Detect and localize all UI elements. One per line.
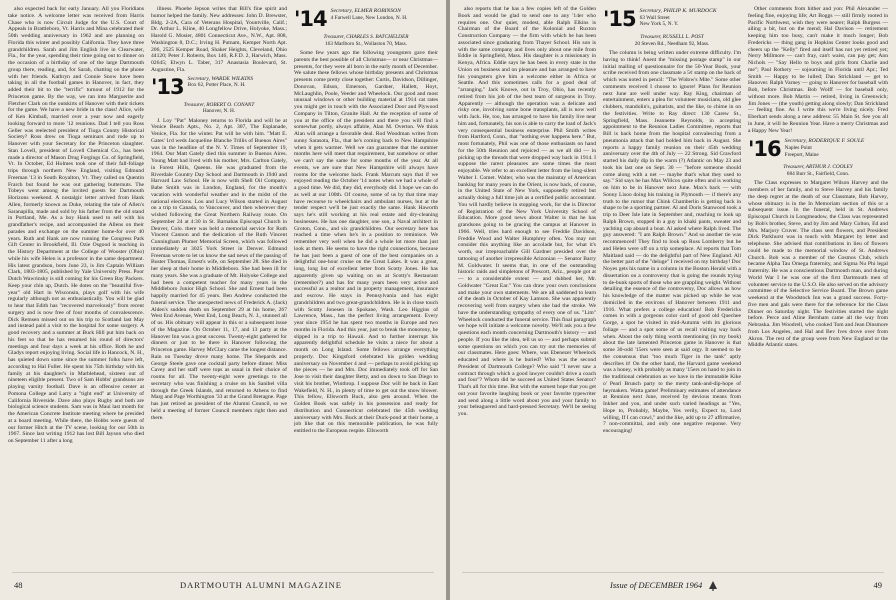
pine-tree-emblem-icon xyxy=(708,581,718,591)
footer-rule xyxy=(462,572,884,573)
secretary-address: 4 Farwell Lane, New London, N. H. xyxy=(330,14,408,21)
class-1915-header xyxy=(603,8,741,30)
left-column-2 xyxy=(151,6,287,564)
class-1914-notes-continued: also reports that he has a few copies left of the Golden Book and would be glad to send one to any '14er who requires one. Our quiet, modest, able Ralph Elkins is Chairman of the Board of the Kolonial and Ruxton Construction Company — the firm with which he has been associated since graduating from Thayer School. His son is with the same company and lives only about one mile from Eddie in Springfield, Mass. His daughter is a missionary in Kenya, Africa. Eddie says he has been in every state in the Union on business and on pleasure and has arranged to have his youngsters give him a welcome either in Africa or Seattle. And this sometimes calls for a good deal of "arranging." Jack Knowe, out in Troy, Ohio, has recently retired from his job of the best team of surgeons in Troy. Apparently — although the operation was a delicate and risky one, involving some bone transplants, all is now well with Jack. He, too, has arranged to have his family live near him and, fortunately, his son is able to carry the load of Jack's very consequential business enterprise. Phil Smith writes from Hartford, Conn., that "nothing ever happens here." But, most fortunately, Phil was one of those enthusiasts on hand for the 50th Reunion and rejoiced — as we all did — in picking up the threads that were dropped way back in 1914. I suppose the rarest pleasures are some times the most enjoyable. We refer to an excellent letter from the long-silent Walter I. Comet. Walter, who was the mainstay of American banking for many years in the Orient, is now back, of course, in the United State of New York, supposedly retired but actually doing a full time job as a certified public accountant. You will hardly believe in stopping work, for she is Director of Registration of the New York University School of Education. More good news about Walter is that he has grandsons going to be gracing the campus at Hanover in 1966. Well, tries hard enough to see Freddie Davidson, Freddie Wood and Walter Humphrey often. You may not consider this anything like an accolade but, for what it's worth, our irreproachable Gill Gardner presided over the tattooing of another irrepressible Arizonian — Senator Barry M. Goldwater. It seems that, in one of the outstanding historic raids and simpletons of Prescott, Ariz., people got at — to a considerable extent — and dubbed her, Mr. Goldwater "Great Ear." You can draw your own conclusions and make your own statements. We are all saddened to learn of the death in October of Kay Lamson. She was apparently recovering well from surgery when she had the stroke. We have the understanding sympathy of every one of us. "Lim" Wheelock conducted the funeral service. This final paragraph we hope will initiate a welcome novelty. We'll ask you a few questions each month concerning Dartmouth's history — and people. If you like the idea, tell us so — and perhaps submit some questions on which you can try out the memories of our classmates. Here goes: Where, was Ebenezer Wheelock educated and where is he buried? Who was the second President of Dartmouth College? Who said "I never saw a contract through which a good lawyer couldn't drive a coach and four"? Whom did he succeed as United States Senator? That's all for this time. But with the earnest hope that you get out your favorite laughing book or your favorite typewriter and send along a little word about you and your family to your beleaguered and hard-pressed Secretary. We'll be seeing you. xyxy=(458,6,596,417)
right-column-2 xyxy=(603,6,741,564)
treasurer-address: Hanover, N. H. xyxy=(202,108,236,114)
magazine-footer xyxy=(180,578,342,592)
secretary-address: Box 62, Potter Place, N. H. xyxy=(187,82,246,89)
treasurer-line: Treasurer, ROBERT O. CONANT xyxy=(183,101,255,108)
issue-footer xyxy=(610,578,718,592)
class-1914-header xyxy=(294,8,438,30)
footer-rule xyxy=(12,572,434,573)
class-year-label: '13 xyxy=(151,75,184,98)
right-page xyxy=(450,0,896,600)
secretary-line: Secretary, RODERIQUE F. SOULE xyxy=(784,138,865,145)
left-column-1 xyxy=(8,6,144,564)
class-1915-notes: The column is being written under extreme difficulty. I'm having to think! Anent the "missing postage stamp" in our initial mailing of questionnaire for the 50-Year Book, your scribe received from one classmate a 5¢ stamp on the back of which was noted in pencil: "The Widow's Mite." Some other comments received I choose to ignore! Plans for Reunion next June are well under way. Ray King, chairman of entertainment, enters a plea for volunteer musicians, old glee clubbers, mandolin's, guitarists, and the like, to chime in on the festivities. Write to Ray direct: 130 Carew St., Springfield, Mass. Jeannette Reynolds, in accepting appointment to the Reunion Ladies Committee, reports that Bill is back home from the hospital convalescing from a pneumonia attack that had holded him back in August. She reports a happy family reunion on their 45th wedding anniversary over the 4th of July — 22 Strong. Sid Crawford started his daily dip in the warm (?) Atlantic on May 23 and took his last one on Sept. 30 — "before someone should come along with a net — maybe that's what they used to say." Sid says he has Max Willcox quite often and is working on him to be in Hanover next June. Max's back — with Sonny Lisoo doing his training in Plymouth — if there's any truth to the rumor that Chink Chamberlin is getting back in shape to be a sporting partner. Al and Doris Stanwood took a trip to Deer Isle late in September and, reaching to look up Ralph Brown, stopped in a guy in khaki pants, sweater and yachting cap aboard a boat. Al asked where Ralph lived. The guy answered: "I am Ralph Brown." And so another tie was recommenced! They find to look up Russ Lomberry but he and Helen were off on a trip someplace. Al reports that Tom Maitland said — do the delightful part of New England. All the better part of the "deluge" I received on my birthday! Doc Noyes gets his name in a column in the Boston Herald with a dissertation on a controversy that is going the rounds trying to de-bunk sports of those who are grappling weight. Without detailing the essence of the controversy, Doc allows as how his knowledge of the matter was picked up while he was domiciled in the environs of Hanover between 1911 and 1916. What prefers a college education! Bob Fredericks comes in with a gorgeous color card of good old Quechee Gorge, a spot he visited in mid-Autumn with its glorious foliage — and a spot some of us recall visiting way back when. About the only thing worth mentioning (in my book) about the late lamented Princeton game in Hanover is that some 30-odd '15ers were seen at said orgy. It seemed to be the consensus that "too much Tiger in the tank" aptly describes it! On the other hand, the Harvard game weekend was a honey, with probably as many '15ers on hand to join in the traditional celebration as we have in the immutable Kike o' Pearl Brunch party to the merry tank-and-dip-hope of heymakers. Watta game! Preliminary estimates of attendance at Reunion next June, received by devious means from Inkher and you, and under such varied headings as "Yes, Hope to, Probably, Maybe, Yes verily, Expect to, Lord willing, If I can crawl," and the like, add up to 27 affirmative, 7 non-committal, and only one negative response. Very encouraging! xyxy=(603,50,741,434)
class-1915-comments: Other comments from hither and yon: Phil Alexander — feeling fine, enjoying life; Art Boggs — still firmly rooted in Pacific Northwest, wish they were nearer; Ralph Burgess — ailing a bit, but on the mend; Hal Davison — retirement keeping him too busy, can't make it much longer; Bob Fredericks — thing gang in Hopkins Center looks good and cheers up the "Kelly" fired and itself has not yet retired yet; Nerry Millmore — can't fray, can't waist, can pay get; Ann Nichols — "Say Hello to boys and girls from Charlie and me"; Paul Rothery — sojourning in Florida until Apr.; Ted Smith — Happy to be lulled; Dan Strickland — get to Hanover. Ralph Varney — going to Hanover for baseball with Bob, before Christmas. Bob Wolff — for baseball only, without more. Bob Martin — retired, living in Greenwich; Jim Jones — (the youth) getting along slowly; Dan Strickland — feeling fine. As I write this we're living nicely. Fred Eberhart sends along a new address: 55 Main St. See you all in June, it will be Reunion Year. Have a merry Christmas and a Happy New Year! xyxy=(748,6,888,134)
magazine-title: DARTMOUTH ALUMNI MAGAZINE xyxy=(180,580,342,590)
secretary-address: 63 Wall Street xyxy=(639,14,670,21)
treasurer-line: Treasurer, CHARLES S. BATCHELDER xyxy=(323,34,409,40)
class-1916-notes: The Class expresses to Margaret Wilson Harvey and the members of her family, and to Steve Harvey and his family the deep regret at the death of our Classmate, Bob Harvey, whose obituary is in the In Memoriam section of this or a subsequent issue. In the funeral, held in St. Andrews Episcopal Church in Longmeadow, the Class was represented by Bob's brother, Steve, and by Jim and Mary Colton, Ed and Mrs. Marjory Cruver. The class sent flowers, and President Dick Parkhurst was in touch with Margaret by letter and telephone. She advised that contributions in lieu of flowers could be made to the memorial window of St. Andrews Church. Bob was a member of the Cosmos Club, which became Alpha Tau Omega fraternity, and Sigma Nu Phi legal fraternity. He was a conscientious Dartmouth man, and during World War I he was one of the first Dartmouth men of volunteer service to the U.S.O. He also served on the advisory committee of the Selective Service Board. The Brown game weekend at the Woodstock Inn was a grand success. Forty-five men and gals were there for the reference for the Class Dinner on Saturday night. The festivities started the night before. Perce and Aline Bernham came all the way from Nebraska. Jim Woodrell, who cooked Tom and Jean Dinsmore from Los Angeles, and Hal and Bev Ives drove over from Akron. The rest of the group were from New England or the Middle Atlantic states. xyxy=(748,180,888,349)
secretary-city: Freeport, Maine xyxy=(784,151,819,158)
class-year-label: '15 xyxy=(603,8,636,30)
class-1913-notes: J. Loy "Pat" Maloney returns to Florida and will be at Venice Beach Apts., No. 2, Apt. 307, The Esplanade, Venice, Fla. for the winter. Pat will be with him. "Matt E. Gates' 1rd weds Jacqueline Blanche Trillis of Buenos Aires" was in the headline of the N. Y. Times of September 19, 1964. Our Matt Gately died this summer in Buenos Aires. Young Matt had lived with his mother, Mrs. Carlton Gately, in Forest Hills, Queens. He was graduated from the Riverdale Country Day School and Dartmouth in 1940 and Harvard Law School. He is now with Shell Oil Company. Babe Smith was in London, England, for the month's vacation with wonderful weather and in the midst of the national elections. Lou and Lucy Wilson started in August on a trip to Canada, to Vancouver, and then wherever they wished following the Great Northern Railway route. On September 24 at 4:30 in St. Barnabas Episcopal Church in Denver, Colo. there was held a memorial service for Ruth Vincent Cannon and the dedication of the Ruth Vincent Cunningham Plumer Memorial Screen, which was followed immediately at 3025 York Street in Denver. Edmund Freeman wrote to let us know the sad news of the passing of Buster Thomas, Ernest's wife, on September 28. She died in her sleep at their home in Middleboro. She had been ill for many years. She was a graduate of Mt. Holyoke College and had been a competent teacher for many years in the Middleboro Junior High School. She and Ernest had been happily married for 45 years. Ben Andrew conducted the funeral service. The unexpected news of Frederick A. (Jack) Alden's sudden death on September 29 at his home, 267 West End Avenue, West End, Long Beach, N. J., stunned all of us. His obituary will appear in this or a subsequent issue of the Magazine. On October 11, 17, and 13 party at the Hanover Inn was a great success. Twenty-eight gathered for dinners or just to be there in Hanover following the Princeton game. Harvey McClary came the longest distance. Rain on Tuesday drove many home. The Shepards and George Steele gave one cocktail party before dinner. Miss Cavey and her staff were tops as usual in their choice of rooms for all. The twenty-eight were greetings to the secretary who was finishing a cruise on his Sanibel villa through the Greek Islands, and returned to Athens to find Marg and Page Worthington '33 at the Grand Bretagne. Page has just retired as president of the Alumni Council, so we held a meeting of former Council members right then and there. xyxy=(151,117,287,421)
right-page-number: 49 xyxy=(873,580,882,590)
treasurer-address: 20 Steven Rd., Needham 92, Mass. xyxy=(634,40,710,47)
class-1916-header xyxy=(748,138,888,160)
class-1912-notes-continued: also expected back for early January. All you Floridians take notice. A welcome letter was received from Harris Chase who is now Circuit Judge for the U.S. Court of Appeals in Brattleboro, Vt. Harris and Mina celebrated their 50th wedding anniversary in 1962 and are planning on Florida this winter and possibly California. They have three grandchildren. Sarah and Jim English live in Clearwater, Fla., for the year, spending their time going out to dinner on the occasion of a birthday of one of the large Dartmouth group there, reading, and, for Sarah, chatting on the phone with her friends. Kathryn and Connie Snow have been taking in all the football games in Hanover, in fact, they added their bit to the "terrific" turnout of 1912 for the Princeton game. By the way, we ran into Marguerite and Fletcher Clark on the outskirts of Hanover with their tickets for the game. We have a new bride in the class! Alice, wife of Ken Kimball, married over a year now and eagerly looking forward to more '12 reunions. Dad I tell you Ross Geller was reelected president of Tioga County Historical Society? Ross drew on Tioga seminars and rode up to Hanover with your Secretary for the Princeton slaughter. Stan Lovell, president of Lovell Chemical Co., has been made a director of Mason Drug Forgings Co. of Springfield, Vt. In October, Ed Holmes took one of their fall-foliage trips through northern New England, visiting Edmund Freeman '13 in South Royalton, Vt. They called on Quentin Frarch but found he was out gathering butternuts. The Tobeys went among the invited guests for Dartmouth Horizons weekend. A nostalgic letter arrived from Hank Allen, formerly known as Duke, relating the tale of Allen's Saranapilla, made and sold by his father from the old stand in Portland, Me. As a boy Hank used to sell with his grandfather's recipe, and accompanied the Allens on their parades and exchange on the summer home-for over 40 years. Ruth and Hank are now running the Congress Park Gift Center in Brookfield, Ill. Ozie Osgood is teaching in the History Department at the College of Wooster (Ohio) while his wife Helen is a professor in the same department. His latest grandson, born June 23, is Jim Captain William Clark, 1803-1805, published by Yale University Press. Poor Dutch Wawrinsky is still coming for his Green Bay Packers. Keep your chin up, Dutch. He dotes on the "beautiful five-year" old Hart in Wisconsin, plays golf with his wife regularly although not as enthusiastically. You will be glad to hear that Edith has "recovered marvelously" from recent surgery and is now free of four months of convalescence. Dick Remsen missed out on his trip to Scotland last May and instead paid a visit to the hospital for some surgery. A good recovery and a summer at Buck Hill put him back on his feet so that he has resumed his round of directors' meetings and four days a week at his office. Both he and Gladys report enjoying living. Social life in Hancock, N. H., has quieted down some since the summer folks have left, according to Hal Fuller. He spent his 75th birthday with his family at his daughter's in Marblehead, sixteen out of nineteen eligible present. Two of Sam Hobbs' grandsons are playing varsity football. Dave is an offensive center at Pomona College and Larry a "tight end" at University of California Riverside. Dave also plays Rugby and both are biological science students. Sam was in Maui last month for the American Concrete Institute meeting where he presided at a board meeting. While there, the Hobbs were guests of our former Hitch at the TV scene, looking for our 50th in 1967. Since last writing 1912 has lost Bill Jayson who died on September 11 after a long xyxy=(8,6,144,444)
treasurer-address: 684 Burr St., Fairfield, Conn. xyxy=(786,170,850,177)
left-column-3 xyxy=(294,6,438,564)
left-page-number: 48 xyxy=(14,580,23,590)
class-1913-header xyxy=(151,76,287,98)
class-year-label: '14 xyxy=(294,8,327,30)
class-1914-notes: Some few years ago the following youngsters gave their parents the best possible of all Christmas— or near Christmas— presents, for they were all born in the early month of December. We salute these fellows whose birthday presents and Christmas presents come pretty close together: Curtis, Davidson, Dillinger, Donovan, Edson, Emerson, Gardner, Hallett, Hoyt, McLaughlin, Poole, Veeder and Wheelock. Our good and most unusual windows or other building material at 1914 cat rates you might get in touch with the Associated Door and Plywood Company in Tilton, Granite Hall. At the reception of some of you at the office of the president and there you will find a somewhat portly, always affable, Alan M. Overton. We think Alan will arrange a favorable deal. Rod Woodman writes from sunny Sarasota, Fla., that he's coming back to New Hampshire when it gets warmer. Well we can guarantee that the summer months here will meet that requirement, but somehow or other we can't say the same for some months of the year. At all events, we are sure that New Hampshire will always have rooms for the welcome back. Frank Marcum says that if we enjoyed reading the October '14 notes when we had a whole of a good time. We did, they did, everybody did. I hope we can do as well at our 100th. Of course, some of us by that time may have recourse to wheelchairs and ambulant nurses, but at the tender respect we'll be just exactly the same. Hank Haworth says he's still working at his real estate and dry-cleaning businesses. He has one daughter, one son, a Naval architect in Groton, Conn., and six grandchildren. Our secretary here has reached a time when he's in a position to reminisce. We remember very well when he did a whole lot more than just look at them. He seems to have the right connections, because he has just been a guest of one of the best companies on a delightful one-hour cruise on the Great Lakes. It was a great, long, long list of excellent letter from Scotty Jones. He has apparently given up waiting on us at Scotty's Restaurant (remember?) and has for many years been very active and successful as a realtor and in property management, insurance and escrow. He stays in Pennsylvania and has eight grandchildren and two great-grandchildren. He is in close touch with Scotty Jonesen in Spokane, Wash. Leo Higgins of Lawrence, Mass., has the perfect living arrangement. Every year since 1954 he has spent two months in Europe and two months in Florida. And this year, just to break the monotony, he slipped in a trip to Hawaii. And to further interrupt his apparently delightful schedule he visits a niece for about a month on Long Island. Some fellows arrange everything properly. Doc Kingsford celebrated his golden wedding anniversary on November 4 and — perhaps to avoid picking up the pieces — he and Mrs. Doc immediately took off for San Jose to visit their daughter Betty, and on down to San Diego to visit his brother, Winthrop. I suppose Doc will be back in East Wakefield, N. H., in plenty of time to get out the snow blower. This fellow, Ellsworth Buck, also gets around. When the Golden Book was safely in his possession and ready for distribution and Connecticut celebrated the 45th wedding anniversary with Mrs. Buck at their Duck-pond at their home, a job like that on this memorable publication, he was fully entitled to the European respite. Ellsworth xyxy=(294,50,438,434)
treasurer-line: Treasurer, ARTHUR J. COOLEY xyxy=(783,164,853,171)
right-column-1 xyxy=(458,6,596,564)
treasurer-address: 163 Marlboro St., Wollaston 70, Mass. xyxy=(324,40,408,47)
right-column-3 xyxy=(748,6,888,564)
secretary-address: Naples Point xyxy=(784,145,812,152)
class-1912-notes-end: illness. Phoebe Jepson writes that Bill's fine spirit and humor helped the family. New addresses: John D. Brewster, Bldg. 2-2A, Cara of Veterans Hospital, Yountville, Calif.; Dr. Arthur L. Kline, 40 Longfellow Drive, Holyoke, Mass.; Harold G. Mosier, 4801 Connecticut Ave., N.W., Apt. 808, Washington 8, D.C.; Irving H. Putnam, Kemper North Apt. 206, 2525 Kemper Road, Shaker Heights, Cleveland, Ohio 44120; Peter J. Roberts, Box 146, R.F.D. 2, Harwich, Mass. 02645; Elwyn L. Taber, 317 Anastasia Boulevard, St. Augustine, Fla. xyxy=(151,6,287,73)
secretary-line: Secretary, WARDE WILKINS xyxy=(187,75,254,82)
left-page xyxy=(0,0,446,600)
secretary-city: New York 5, N. Y. xyxy=(639,21,679,28)
secretary-line: Secretary, PHILIP K. MURDOCK xyxy=(639,8,717,14)
issue-line: Issue of DECEMBER 1964 xyxy=(610,580,703,590)
secretary-line: Secretary, ELMER ROBINSON xyxy=(330,8,401,14)
treasurer-line: Treasurer, RUSSELL L. POST xyxy=(640,34,704,40)
class-year-label: '16 xyxy=(748,138,781,161)
